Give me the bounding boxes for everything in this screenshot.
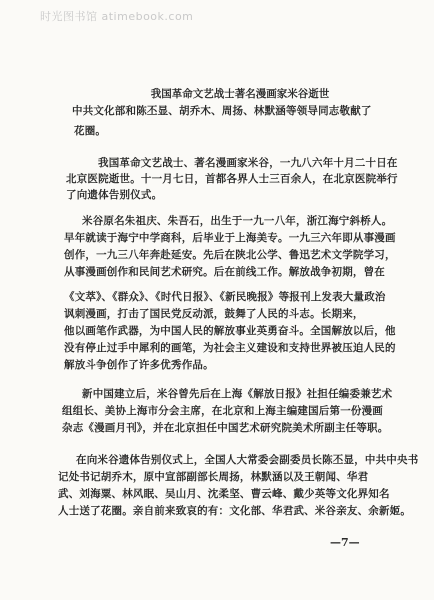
text-line: 他以画笔作武器，为中国人民的解放事业英勇奋斗。全国解放以后，他 [64,325,396,337]
text-line: 人士送了花圈。亲自前来致哀的有：文化部、华君武、米谷亲友、余新姬。 [58,505,412,517]
text-line: 中共文化部和陈丕显、胡乔木、周扬、林默涵等领导同志敬献了 [72,105,372,117]
text-line: 没有停止过手中犀利的画笔，为社会主义建设和支持世界被压迫人民的 [64,342,396,354]
text-line: 在向米谷遗体告别仪式上，全国人大常委会副委员长陈丕显，中共中央书 [76,454,419,466]
article-title: 我国革命文艺战士著名漫画家米谷逝世 [150,88,330,100]
text-line: 组组长、美协上海市分会主席，在北京和上海主编建国后第一份漫画 [62,405,383,417]
text-line: 解放斗争创作了许多优秀作品。 [64,359,214,371]
text-line: 北京医院逝世。十一月七日，首都各界人士三百余人，在北京医院举行 [66,173,398,185]
text-line: 花圈。 [74,125,107,137]
text-line: 创作，一九三八年奔赴延安。先后在陕北公学、鲁迅艺术文学院学习， [64,249,396,261]
text-line: 我国革命文艺战士、著名漫画家米谷，一九八六年十月二十日在 [98,157,398,169]
text-line: 讽刺漫画，打击了国民党反动派，鼓舞了人民的斗志。长期来， [64,308,364,320]
page-number: —7— [330,536,360,549]
text-line: 《文萃》、《群众》、《时代日报》、《新民晚报》等报刊上发表大量政治 [64,291,386,303]
text-line: 早年就读于海宁中学商科，后毕业于上海美专。一九三六年即从事漫画 [64,232,396,244]
text-line: 武、刘海粟、林风眠、吴山月、沈柔坚、曹云峰、戴少英等文化界知名 [58,488,390,500]
watermark: 时光图书馆 atimebook.com [40,10,194,23]
text-line: 米谷原名朱祖庆、朱吾石，出生于一九一八年，浙江海宁斜桥人。 [82,215,393,227]
text-line: 了向遗体告别仪式。 [66,189,163,201]
text-line: 从事漫画创作和民间艺术研究。后在前线工作。解放战争初期，曾在 [64,266,385,278]
text-line: 记处书记胡乔木，原中宣部副部长周扬，林默涵以及王朝闻、华君 [58,471,369,483]
text-line: 杂志《漫画月刊》，并在北京担任中国艺术研究院美术所副主任等职。 [62,422,389,434]
text-line: 新中国建立后，米谷曾先后在上海《解放日报》社担任编委兼艺术 [82,388,393,400]
